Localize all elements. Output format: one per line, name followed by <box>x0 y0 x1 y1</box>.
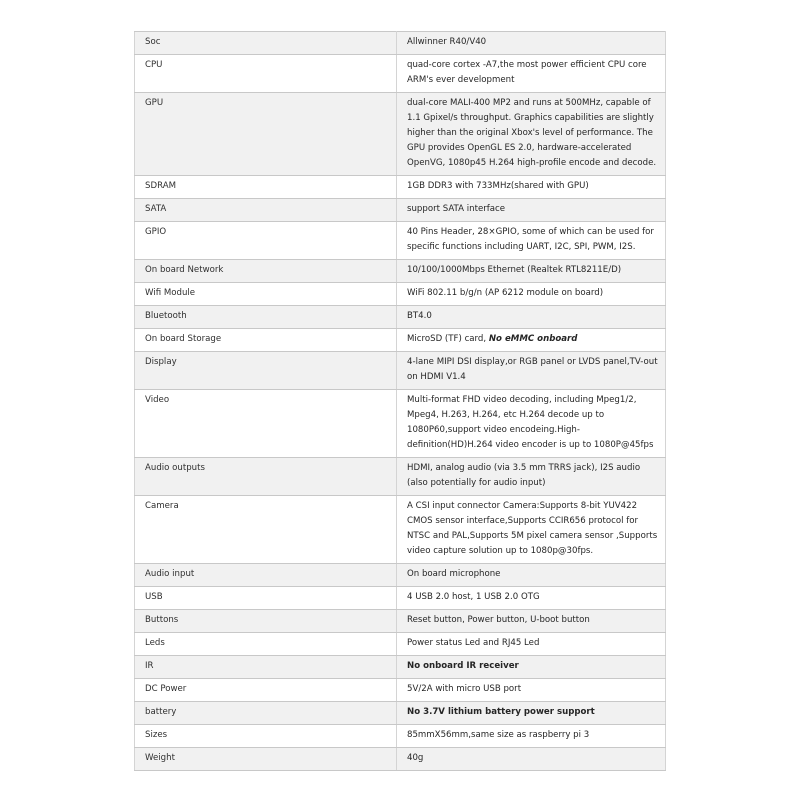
spec-label: SDRAM <box>135 176 397 199</box>
spec-label: Camera <box>135 496 397 564</box>
spec-row <box>135 748 666 771</box>
spec-value-cell <box>397 222 666 260</box>
spec-label: battery <box>135 702 397 725</box>
spec-label: Audio input <box>135 564 397 587</box>
spec-label: Weight <box>135 748 397 771</box>
spec-value: 40g <box>407 753 424 763</box>
spec-row <box>135 199 666 222</box>
spec-row <box>135 176 666 199</box>
spec-table <box>134 31 666 771</box>
spec-value-cell <box>397 679 666 702</box>
spec-row <box>135 496 666 564</box>
spec-value-cell <box>397 633 666 656</box>
spec-value: MicroSD (TF) card, <box>407 334 487 344</box>
spec-table-body <box>135 32 666 771</box>
spec-value-cell <box>397 656 666 679</box>
spec-row <box>135 702 666 725</box>
spec-value-cell <box>397 564 666 587</box>
spec-label: Soc <box>135 32 397 55</box>
spec-value: WiFi 802.11 b/g/n (AP 6212 module on board) <box>407 288 604 298</box>
spec-value: Reset button, Power button, U-boot button <box>407 615 590 625</box>
spec-value-cell <box>397 610 666 633</box>
spec-value: 85mmX56mm,same size as raspberry pi 3 <box>407 730 590 740</box>
spec-value-cell <box>397 329 666 352</box>
spec-value-cell <box>397 283 666 306</box>
spec-row <box>135 55 666 93</box>
spec-label: DC Power <box>135 679 397 702</box>
spec-value: 40 Pins Header, 28×GPIO, some of which can be used for specific functions including UART, I2C, SPI, PWM, I2S. <box>407 227 654 252</box>
spec-value: No 3.7V lithium battery power support <box>407 707 595 717</box>
spec-value-cell <box>397 260 666 283</box>
spec-value: 4 USB 2.0 host, 1 USB 2.0 OTG <box>407 592 540 602</box>
spec-value: A CSI input connector Camera:Supports 8-bit YUV422 CMOS sensor interface,Supports CCIR656 protocol for NTSC and PAL,Supports 5M pixel camera sensor ,Supports video capture solution up to 1080p@30fps. <box>407 501 658 556</box>
spec-label: SATA <box>135 199 397 222</box>
spec-value-cell <box>397 199 666 222</box>
spec-label: Wifi Module <box>135 283 397 306</box>
spec-value-cell <box>397 176 666 199</box>
spec-label: Buttons <box>135 610 397 633</box>
spec-value: Allwinner R40/V40 <box>407 37 487 47</box>
spec-row <box>135 610 666 633</box>
spec-value-cell <box>397 55 666 93</box>
spec-label: USB <box>135 587 397 610</box>
spec-value: HDMI, analog audio (via 3.5 mm TRRS jack), I2S audio (also potentially for audio input) <box>407 463 641 488</box>
spec-label: Leds <box>135 633 397 656</box>
spec-label: Display <box>135 352 397 390</box>
spec-label: CPU <box>135 55 397 93</box>
spec-row <box>135 564 666 587</box>
spec-value: dual-core MALI-400 MP2 and runs at 500MHz, capable of 1.1 Gpixel/s throughput. Graphics capabilities are slightly higher than the original Xbox's level of performance. The GPU provides OpenGL ES 2.0, hardware-accelerated OpenVG, 1080p45 H.264 high-profile encode and decode. <box>407 98 657 168</box>
spec-value-cell <box>397 306 666 329</box>
spec-value: Power status Led and RJ45 Led <box>407 638 540 648</box>
spec-row <box>135 32 666 55</box>
spec-label: Sizes <box>135 725 397 748</box>
spec-value: 1GB DDR3 with 733MHz(shared with GPU) <box>407 181 589 191</box>
spec-value-cell <box>397 587 666 610</box>
spec-label: Bluetooth <box>135 306 397 329</box>
spec-value: No onboard IR receiver <box>407 661 519 671</box>
spec-label: Audio outputs <box>135 458 397 496</box>
spec-row <box>135 679 666 702</box>
spec-value-emphasis: No eMMC onboard <box>488 334 578 344</box>
spec-value: Multi-format FHD video decoding, including Mpeg1/2, Mpeg4, H.263, H.264, etc H.264 decode up to 1080P60,support video encodeing.High-definition(HD)H.264 video encoder is up to 1080P@45fps <box>407 395 654 450</box>
spec-row <box>135 390 666 458</box>
spec-label: IR <box>135 656 397 679</box>
spec-row <box>135 260 666 283</box>
spec-value: quad-core cortex -A7,the most power efficient CPU core ARM's ever development <box>407 60 647 85</box>
spec-value-cell <box>397 458 666 496</box>
spec-value-cell <box>397 702 666 725</box>
spec-row <box>135 587 666 610</box>
spec-value: 10/100/1000Mbps Ethernet (Realtek RTL8211E/D) <box>407 265 622 275</box>
spec-row <box>135 352 666 390</box>
spec-label: GPIO <box>135 222 397 260</box>
spec-row <box>135 283 666 306</box>
spec-value: BT4.0 <box>407 311 432 321</box>
spec-value-cell <box>397 390 666 458</box>
spec-row <box>135 458 666 496</box>
spec-value: On board microphone <box>407 569 501 579</box>
spec-row <box>135 93 666 176</box>
spec-label: Video <box>135 390 397 458</box>
spec-row <box>135 306 666 329</box>
spec-row <box>135 725 666 748</box>
spec-label: On board Storage <box>135 329 397 352</box>
spec-label: GPU <box>135 93 397 176</box>
spec-value-cell <box>397 496 666 564</box>
spec-value: support SATA interface <box>407 204 506 214</box>
spec-row <box>135 222 666 260</box>
spec-value-cell <box>397 352 666 390</box>
spec-value-cell <box>397 725 666 748</box>
spec-label: On board Network <box>135 260 397 283</box>
spec-row <box>135 329 666 352</box>
spec-value-cell <box>397 93 666 176</box>
spec-row <box>135 633 666 656</box>
spec-row <box>135 656 666 679</box>
spec-value: 4-lane MIPI DSI display,or RGB panel or LVDS panel,TV-out on HDMI V1.4 <box>407 357 658 382</box>
spec-value-cell <box>397 748 666 771</box>
spec-value-cell <box>397 32 666 55</box>
spec-value: 5V/2A with micro USB port <box>407 684 522 694</box>
